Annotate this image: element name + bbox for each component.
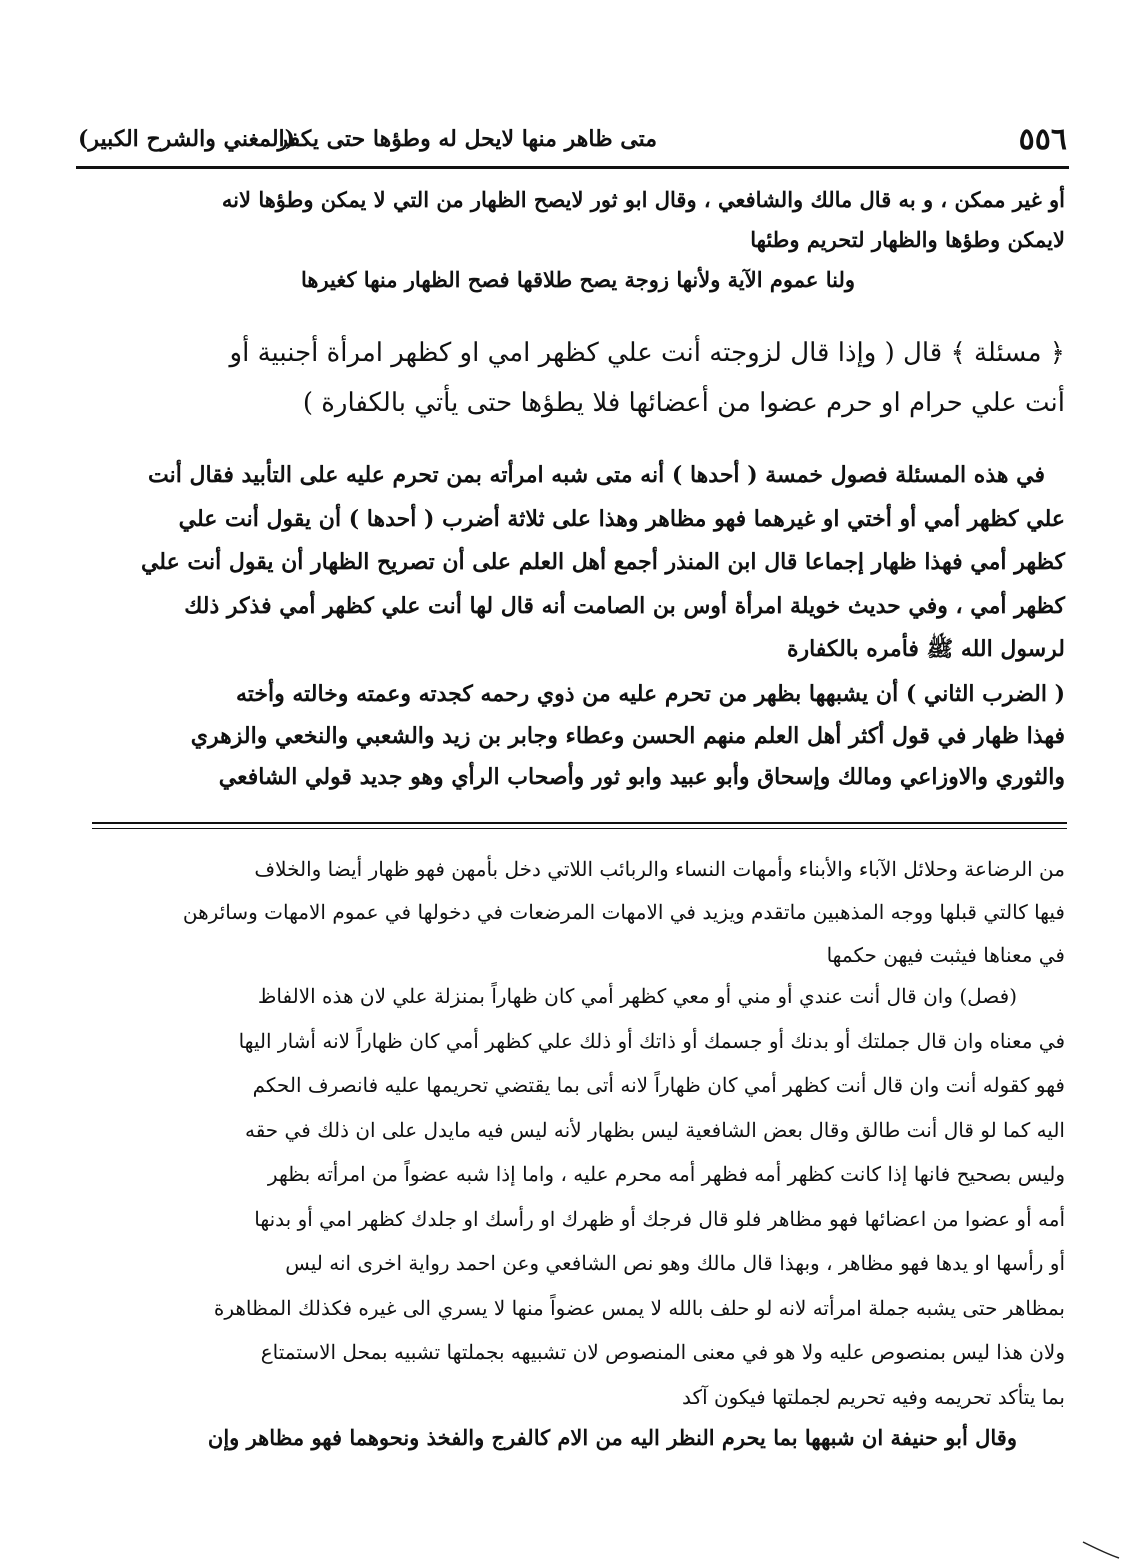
top-section bbox=[80, 180, 1065, 300]
text-line: ﴿ مسئلة ﴾ قال ( وإذا قال لزوجته أنت علي كظهر امي او كظهر امرأة أجنبية أو bbox=[229, 338, 1065, 368]
text-line: فيها كالتي قبلها ووجه المذهبين ماتقدم ويزيد في الامهات المرضعات في دخولها في عموم الامهات وسائرهن bbox=[182, 900, 1065, 924]
text-line: في هذه المسئلة فصول خمسة ( أحدها ) أنه متى شبه امرأته بمن تحرم عليه على التأبيد فقال أنت bbox=[148, 462, 1045, 488]
text-line: لايمكن وطؤها والظهار لتحريم وطئها bbox=[750, 227, 1065, 252]
text-line: والثوري والاوزاعي ومالك وإسحاق وأبو عبيد وابو ثور وأصحاب الرأي وهو جديد قولي الشافعي bbox=[218, 764, 1065, 790]
text-line: كظهر أمي فهذا ظهار إجماعا قال ابن المنذر أجمع أهل العلم على أن تصريح الظهار أن يقول أنت علي bbox=[140, 549, 1065, 575]
text-line: من الرضاعة وحلائل الآباء والأبناء وأمهات النساء والربائب اللاتي دخل بأمهن فهو ظهار أيضا والخلاف bbox=[254, 857, 1065, 881]
text-line: بما يتأكد تحريمه وفيه تحريم لجملتها فيكون آكد bbox=[682, 1384, 1065, 1409]
text-line: ولنا عموم الآية ولأنها زوجة يصح طلاقها فصح الظهار منها كغيرها bbox=[300, 267, 855, 292]
text-line: ولان هذا ليس بمنصوص عليه ولا هو في معنى المنصوص لان تشبيهه بجملتها تشبيه بمحل الاستمتاع bbox=[260, 1340, 1065, 1364]
page-number: ٥٥٦ bbox=[1018, 122, 1067, 157]
text-line: أو غير ممكن ، و به قال مالك والشافعي ، وقال ابو ثور لايصح الظهار من التي لا يمكن وطؤها لانه bbox=[221, 187, 1065, 212]
text-line: علي كظهر أمي أو أختي او غيرهما فهو مظاهر وهذا على ثلاثة أضرب ( أحدها ) أن يقول أنت علي bbox=[178, 505, 1065, 532]
lower-block-1 bbox=[80, 848, 1065, 977]
text-line: وقال أبو حنيفة ان شبهها بما يحرم النظر اليه من الام كالفرج والفخذ ونحوهما فهو مظاهر وإن bbox=[207, 1425, 1017, 1450]
masala-heading bbox=[80, 328, 1065, 428]
scan-mark bbox=[1081, 1538, 1121, 1560]
running-title: متى ظاهر منها لايحل له وطؤها حتى يكفر bbox=[277, 126, 657, 152]
text-line: فهذا ظهار في قول أكثر أهل العلم منهم الحسن وعطاء وجابر بن زيد والشعبي والنخعي والزهري bbox=[190, 722, 1065, 749]
text-line: كظهر أمي ، وفي حديث خويلة امرأة أوس بن الصامت أنه قال لها أنت علي كظهر أمي فذكر ذلك bbox=[184, 592, 1065, 619]
header-rule bbox=[76, 166, 1069, 169]
book-title: (المغني والشرح الكبير) bbox=[78, 126, 296, 152]
page-header bbox=[70, 118, 1067, 166]
text-line: وليس بصحيح فانها إذا كانت كظهر أمه فظهر أمه محرم عليه ، واما إذا شبه عضواً من امرأته بظهر bbox=[267, 1162, 1065, 1186]
text-line: (فصل) وان قال أنت عندي أو مني أو معي كظهر أمي كان ظهاراً بمنزلة علي لان هذه الالفاظ bbox=[257, 984, 1017, 1008]
text-line: اليه كما لو قال أنت طالق وقال بعض الشافعية ليس بظهار لأنه ليس فيه مايدل على ان ذلك في حقه bbox=[244, 1117, 1065, 1142]
commentary-section-2 bbox=[80, 674, 1065, 799]
text-line: في معناه وان قال جملتك أو بدنك أو جسمك أو ذاتك أو ذلك علي كظهر أمي كان ظهاراً لانه أشار اليها bbox=[238, 1028, 1065, 1053]
text-line: فهو كقوله أنت وان قال أنت كظهر أمي كان ظهاراً لانه أتى بما يقتضي تحريمها عليه فانصرف الحكم bbox=[252, 1073, 1065, 1097]
text-line: بمظاهر حتى يشبه جملة امرأته لانه لو حلف بالله لا يمس عضواً منها لا يسري الى غيره فكذلك المظاهرة bbox=[213, 1295, 1065, 1320]
text-line: ( الضرب الثاني ) أن يشبهها بظهر من تحرم عليه من ذوي رحمه كجدته وعمته وخالته وأخته bbox=[235, 681, 1065, 707]
text-line: لرسول الله ﷺ فأمره بالكفارة bbox=[786, 636, 1065, 662]
section-divider bbox=[92, 822, 1067, 829]
text-line: أنت علي حرام او حرم عضوا من أعضائها فلا يطؤها حتى يأتي بالكفارة ) bbox=[302, 388, 1065, 418]
text-line: أو رأسها او يدها فهو مظاهر ، وبهذا قال مالك وهو نص الشافعي وعن احمد رواية اخرى انه ليس bbox=[285, 1251, 1065, 1275]
text-line: أمه أو عضوا من اعضائها فهو مظاهر فلو قال فرجك أو ظهرك او رأسك او جلدك كظهر امي أو بدنها bbox=[254, 1206, 1065, 1231]
commentary-section-1 bbox=[80, 454, 1065, 672]
text-line: في معناها فيثبت فيهن حكمها bbox=[826, 943, 1065, 967]
lower-block-fasl bbox=[80, 974, 1065, 1419]
lower-block-3 bbox=[80, 1416, 1065, 1460]
